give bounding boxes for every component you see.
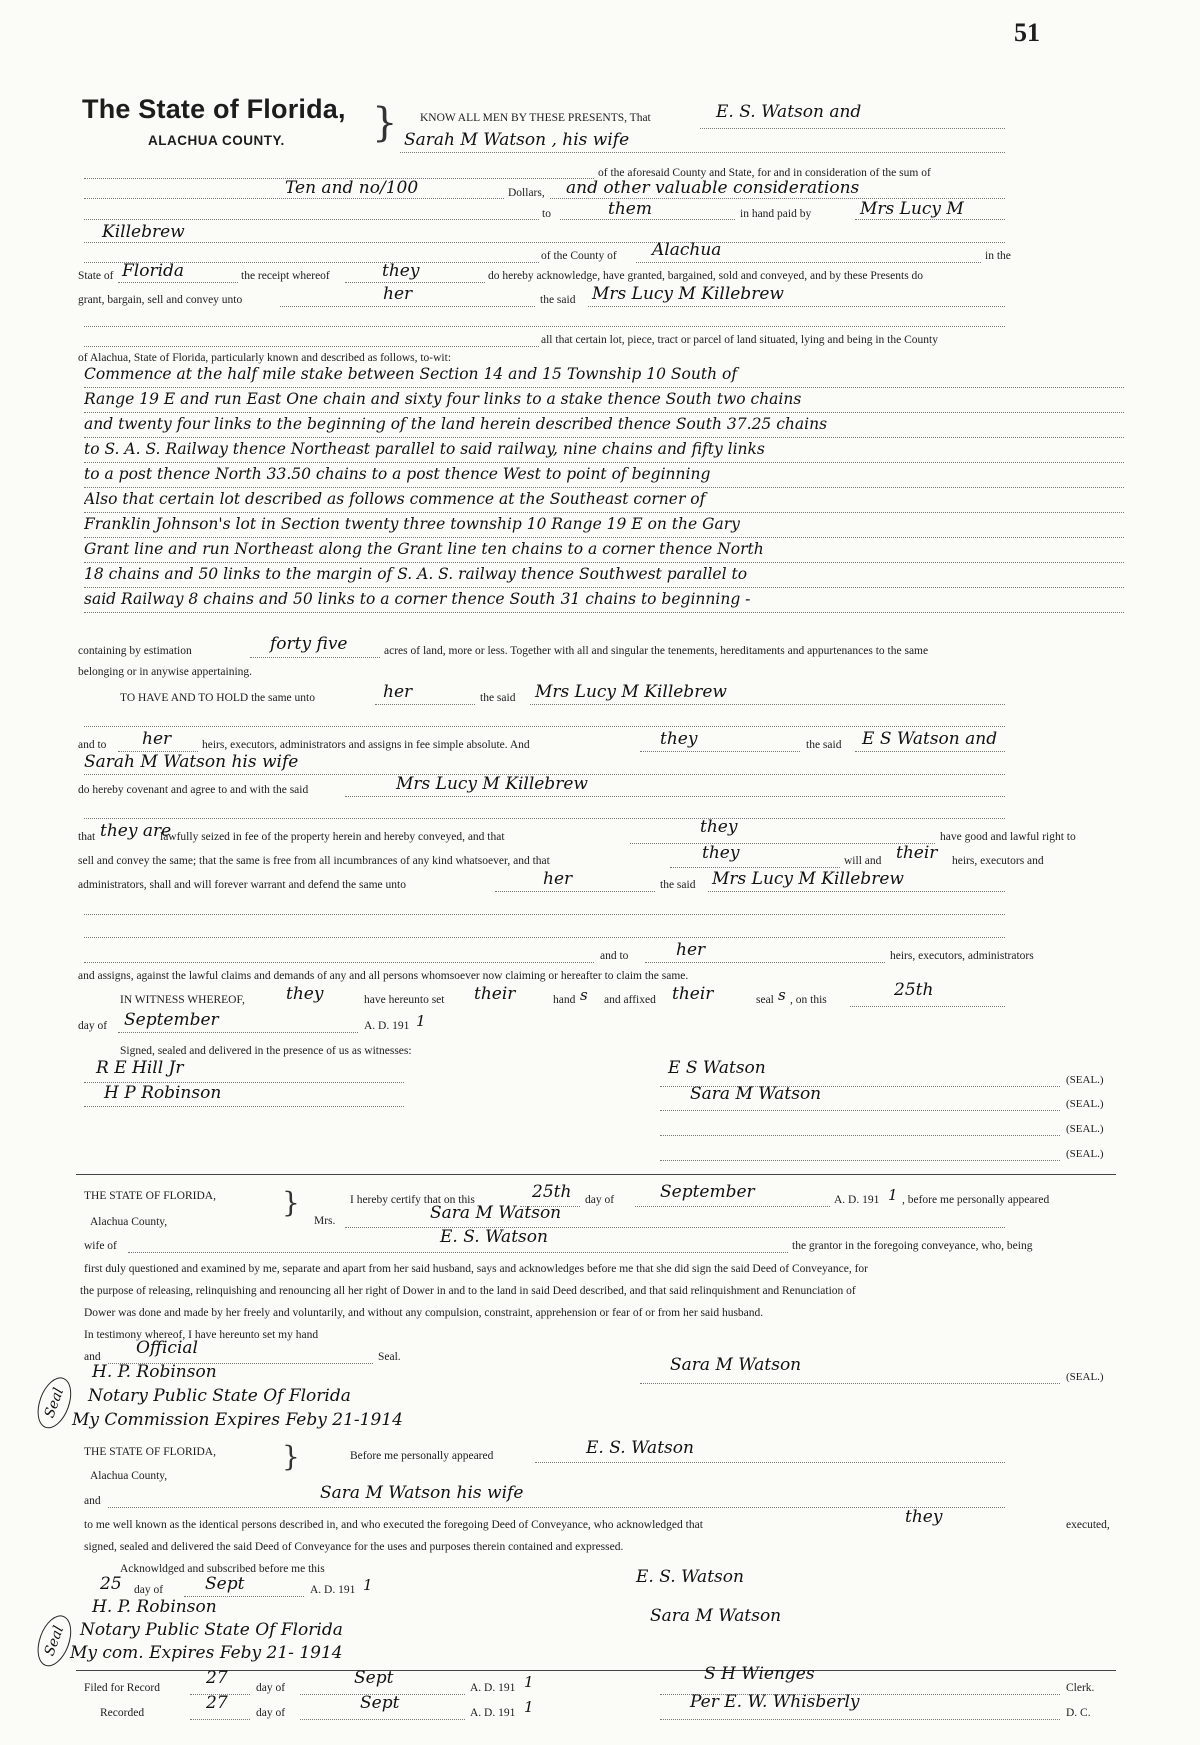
hw-they-5: they: [286, 984, 324, 1004]
covenant-text: do hereby covenant and agree to and with the said: [78, 784, 309, 796]
hw-seal-suffix: s: [778, 986, 786, 1004]
ack1-wife-of: wife of: [84, 1240, 117, 1252]
hw-clerk: S H Wienges: [704, 1664, 815, 1684]
to-text: to: [542, 208, 551, 220]
hw-they-1: they: [382, 261, 420, 281]
sell-convey-text: sell and convey the same; that the same is free from all incumbrances of any kind whatsoever, and that: [78, 855, 550, 867]
hw-sum: Ten and no/100: [285, 178, 419, 198]
of-county-text: of the County of: [541, 250, 617, 262]
hw-grantor-2: Sarah M Watson , his wife: [404, 130, 630, 150]
hw-they-3: they: [700, 817, 738, 837]
ack1-notary-name: H. P. Robinson: [92, 1362, 217, 1382]
hw-hand-suffix: s: [580, 986, 588, 1004]
hw-grantee-4: Mrs Lucy M Killebrew: [712, 869, 904, 889]
seal-mark-2: (SEAL.): [1066, 1098, 1104, 1110]
hw-county: Alachua: [652, 240, 722, 260]
hw-grantee-1: Mrs Lucy M Killebrew: [592, 284, 784, 304]
hw-september: September: [124, 1010, 219, 1030]
receipt-text: the receipt whereof: [241, 270, 330, 282]
ack2-acknowledged: Acknowldged and subscribed before me this: [120, 1563, 325, 1575]
on-this-text: , on this: [790, 994, 827, 1006]
in-hand-paid-text: in hand paid by: [740, 208, 812, 220]
dc-text: D. C.: [1066, 1707, 1091, 1719]
ack2-hw-person-2: Sara M Watson his wife: [320, 1483, 524, 1503]
ack2-sig-1: E. S. Watson: [636, 1567, 744, 1587]
acres-text: acres of land, more or less. Together with all and singular the tenements, hereditaments and appurtenances to the same: [384, 645, 929, 657]
hw-state: Florida: [122, 261, 185, 281]
desc-line-5: to a post thence North 33.50 chains to a post thence West to point of beginning: [84, 462, 1124, 488]
hw-acres: forty five: [270, 634, 348, 654]
ack1-hw-month: September: [660, 1182, 755, 1202]
in-witness-text: IN WITNESS WHEREOF,: [120, 994, 245, 1006]
hw-rec-year: 1: [524, 1698, 534, 1716]
divider-1: [76, 1174, 1116, 1175]
grant-text: grant, bargain, sell and convey unto: [78, 294, 243, 306]
footer-ad-1: A. D. 191: [470, 1682, 516, 1694]
ack2-hw-they: they: [905, 1507, 943, 1527]
ack2-county: Alachua County,: [90, 1470, 168, 1482]
ack1-seal-word: Seal.: [378, 1351, 401, 1363]
hw-sig-2: Sara M Watson: [690, 1084, 822, 1104]
the-said-text: the said: [540, 294, 576, 306]
desc-line-1: Commence at the half mile stake between Section 14 and 15 Township 10 South of: [84, 362, 1124, 388]
and-assigns-text: and assigns, against the lawful claims and demands of any and all persons whomsoever now claiming or hereafter to claim the same.: [78, 970, 689, 982]
the-said-2-text: the said: [480, 692, 516, 704]
hw-day-25: 25th: [894, 980, 934, 1000]
ack1-body-3: Dower was done and made by her freely and voluntarily, and without any compulsion, constraint, apprehension or fear of or from her said husband.: [84, 1307, 764, 1319]
aforesaid-text: of the aforesaid County and State, for and in consideration of the sum of: [598, 167, 931, 179]
ack1-hw-official: Official: [136, 1338, 198, 1358]
hw-grantor-full-1: E S Watson and: [862, 729, 998, 749]
hw-grantee-3: Mrs Lucy M Killebrew: [396, 774, 588, 794]
ack2-body-1: to me well known as the identical persons described in, and who executed the foregoing Deed of Conveyance, who acknowledged that: [84, 1519, 703, 1531]
footer-ad-2: A. D. 191: [470, 1707, 516, 1719]
hand-text: hand: [553, 994, 576, 1006]
ack1-body-1: first duly questioned and examined by me, separate and apart from her said husband, says and acknowledges before me that she did sign the said Deed of Conveyance, for: [84, 1263, 868, 1275]
divider-2: [76, 1670, 1116, 1671]
ack1-testimony: In testimony whereof, I have hereunto set my hand: [84, 1329, 319, 1341]
footer-day-of-1: day of: [256, 1682, 286, 1694]
hw-their-1: their: [896, 843, 938, 863]
hw-year: 1: [416, 1012, 426, 1030]
ack1-county: Alachua County,: [90, 1216, 168, 1228]
hw-their-3: their: [672, 984, 714, 1004]
ack2-hw-year: 1: [363, 1576, 373, 1594]
dollars-text: Dollars,: [508, 187, 545, 199]
ad-text: A. D. 191: [364, 1020, 410, 1032]
signed-text: Signed, sealed and delivered in the presence of us as witnesses:: [120, 1045, 412, 1057]
page-number: 51: [1014, 18, 1040, 47]
hw-paid-by: Mrs Lucy M: [860, 199, 964, 219]
know-all-text: KNOW ALL MEN BY THESE PRESENTS, That: [420, 112, 651, 124]
desc-line-6: Also that certain lot described as follows commence at the Southeast corner of: [84, 487, 1124, 513]
ack2-notary-comm: My com. Expires Feby 21- 1914: [70, 1643, 343, 1663]
the-said-3-text: the said: [806, 739, 842, 751]
ack2-stamp: Seal: [31, 1611, 77, 1671]
hw-they-2: they: [660, 729, 698, 749]
ack2-hw-month: Sept: [205, 1574, 245, 1594]
hw-filed-month: Sept: [354, 1668, 394, 1688]
hw-dc: Per E. W. Whisberly: [690, 1692, 860, 1712]
the-said-4-text: the said: [660, 879, 696, 891]
desc-line-3: and twenty four links to the beginning of the land herein described thence South 37.25 chains: [84, 412, 1124, 438]
ack1-hw-day: 25th: [532, 1182, 572, 1202]
hw-rec-day: 27: [206, 1693, 228, 1713]
seal-mark-1: (SEAL.): [1066, 1074, 1104, 1086]
ack1-certify: I hereby certify that on this: [350, 1194, 475, 1206]
ack2-body-2: signed, sealed and delivered the said Deed of Conveyance for the uses and purposes therein contained and expressed.: [84, 1541, 624, 1553]
ack1-state: THE STATE OF FLORIDA,: [84, 1190, 216, 1202]
ack1-brace: }: [282, 1186, 300, 1219]
hw-they-4: they: [702, 843, 740, 863]
ack1-ad: A. D. 191: [834, 1194, 880, 1206]
ack1-mrs: Mrs.: [314, 1215, 336, 1227]
seal-text: seal: [756, 994, 774, 1006]
hw-her-3: her: [142, 729, 172, 749]
ack2-before-me: Before me personally appeared: [350, 1450, 494, 1462]
belonging-text: belonging or in anywise appertaining.: [78, 666, 253, 678]
hw-filed-year: 1: [524, 1673, 534, 1691]
heirs-exec-3-text: heirs, executors, administrators: [890, 950, 1034, 962]
header-brace: }: [372, 100, 398, 146]
ack1-seal-mark: (SEAL.): [1066, 1371, 1104, 1383]
that-text: that: [78, 831, 96, 843]
desc-line-9: 18 chains and 50 links to the margin of S. A. S. railway thence Southwest parallel to: [84, 562, 1124, 588]
all-that-text: all that certain lot, piece, tract or parcel of land situated, lying and being in the County: [541, 334, 938, 346]
ack2-state: THE STATE OF FLORIDA,: [84, 1446, 216, 1458]
state-of-text: State of: [78, 270, 114, 282]
ack1-notary-comm: My Commission Expires Feby 21-1914: [72, 1410, 403, 1430]
ack1-before-me: , before me personally appeared: [902, 1194, 1050, 1206]
hw-filed-day: 27: [206, 1668, 228, 1688]
county-heading: ALACHUA COUNTY.: [148, 133, 285, 148]
hw-her-2: her: [383, 682, 413, 702]
hw-sig-1: E S Watson: [668, 1058, 766, 1078]
seal-mark-4: (SEAL.): [1066, 1148, 1104, 1160]
lawfully-text: lawfully seized in fee of the property herein and hereby conveyed, and that: [160, 831, 505, 843]
hw-rec-month: Sept: [360, 1693, 400, 1713]
desc-line-7: Franklin Johnson's lot in Section twenty three township 10 Range 19 E on the Gary: [84, 512, 1124, 538]
ack1-day-of: day of: [585, 1194, 615, 1206]
hw-her-1: her: [383, 284, 413, 304]
hw-their-2: their: [474, 984, 516, 1004]
desc-line-10: said Railway 8 chains and 50 links to a corner thence South 31 chains to beginning -: [84, 587, 1124, 613]
hw-they-are: they are: [100, 821, 172, 841]
ack2-hw-day: 25: [100, 1574, 122, 1594]
hw-other: and other valuable considerations: [566, 178, 860, 198]
ack2-brace: }: [282, 1440, 300, 1473]
acknowledge-text: do hereby acknowledge, have granted, bargained, sold and conveyed, and by these Presents do: [488, 270, 924, 282]
to-have-text: TO HAVE AND TO HOLD the same unto: [120, 692, 315, 704]
desc-line-2: Range 19 E and run East One chain and sixty four links to a stake thence South two chains: [84, 387, 1124, 413]
ack1-stamp: Seal: [31, 1373, 77, 1433]
recorded-text: Recorded: [100, 1707, 145, 1719]
ack1-sig: Sara M Watson: [670, 1355, 802, 1375]
hw-her-5: her: [676, 940, 706, 960]
hw-witness-2: H P Robinson: [104, 1083, 222, 1103]
hw-grantee-2: Mrs Lucy M Killebrew: [535, 682, 727, 702]
hw-grantor-1: E. S. Watson and: [716, 102, 862, 122]
filed-text: Filed for Record: [84, 1682, 161, 1694]
ack2-hw-person-1: E. S. Watson: [586, 1438, 694, 1458]
heirs-exec-2-text: heirs, executors and: [952, 855, 1044, 867]
containing-text: containing by estimation: [78, 645, 192, 657]
ack1-notary-title: Notary Public State Of Florida: [88, 1386, 351, 1406]
hw-her-4: her: [543, 869, 573, 889]
and-to-2-text: and to: [600, 950, 629, 962]
ack1-hw-mrs: Sara M Watson: [430, 1203, 562, 1223]
day-of-text: day of: [78, 1020, 108, 1032]
will-and-text: will and: [844, 855, 882, 867]
ack1-and: and: [84, 1351, 101, 1363]
ack2-ad: A. D. 191: [310, 1584, 356, 1596]
ack1-body-2: the purpose of releasing, relinquishing and renouncing all her right of Dower in and to the land in said Deed described, and that said relinquishment and Renunciation of: [80, 1285, 856, 1297]
footer-day-of-2: day of: [256, 1707, 286, 1719]
ack1-grantor-in: the grantor in the foregoing conveyance, who, being: [792, 1240, 1033, 1252]
in-the-text: in the: [985, 250, 1011, 262]
ack2-sig-2: Sara M Watson: [650, 1606, 782, 1626]
administrators-text: administrators, shall and will forever warrant and defend the same unto: [78, 879, 406, 891]
ack2-and: and: [84, 1495, 101, 1507]
have-good-text: have good and lawful right to: [940, 831, 1076, 843]
ack2-executed: executed,: [1066, 1519, 1110, 1531]
heirs-exec-text: heirs, executors, administrators and assigns in fee simple absolute. And: [202, 739, 530, 751]
ack1-hw-wife-of: E. S. Watson: [440, 1227, 548, 1247]
desc-line-8: Grant line and run Northeast along the Grant line ten chains to a corner thence North: [84, 537, 1124, 563]
document-title: The State of Florida,: [82, 94, 346, 124]
hw-killebrew: Killebrew: [102, 222, 185, 242]
ack2-day-of: day of: [134, 1584, 164, 1596]
and-to-text: and to: [78, 739, 107, 751]
hw-to-whom: them: [608, 199, 652, 219]
of-alachua-text: of Alachua, State of Florida, particularly known and described as follows, to-wit:: [78, 352, 452, 364]
desc-line-4: to S. A. S. Railway thence Northeast parallel to said railway, nine chains and fifty links: [84, 437, 1124, 463]
ack2-notary-name: H. P. Robinson: [92, 1597, 217, 1617]
hw-grantor-full-2: Sarah M Watson his wife: [84, 752, 299, 772]
seal-mark-3: (SEAL.): [1066, 1123, 1104, 1135]
and-affixed-text: and affixed: [604, 994, 656, 1006]
hw-witness-1: R E Hill Jr: [96, 1058, 184, 1078]
ack2-notary-title: Notary Public State Of Florida: [80, 1620, 343, 1640]
have-hereunto-text: have hereunto set: [364, 994, 445, 1006]
ack1-hw-year: 1: [888, 1186, 898, 1204]
clerk-text: Clerk.: [1066, 1682, 1095, 1694]
